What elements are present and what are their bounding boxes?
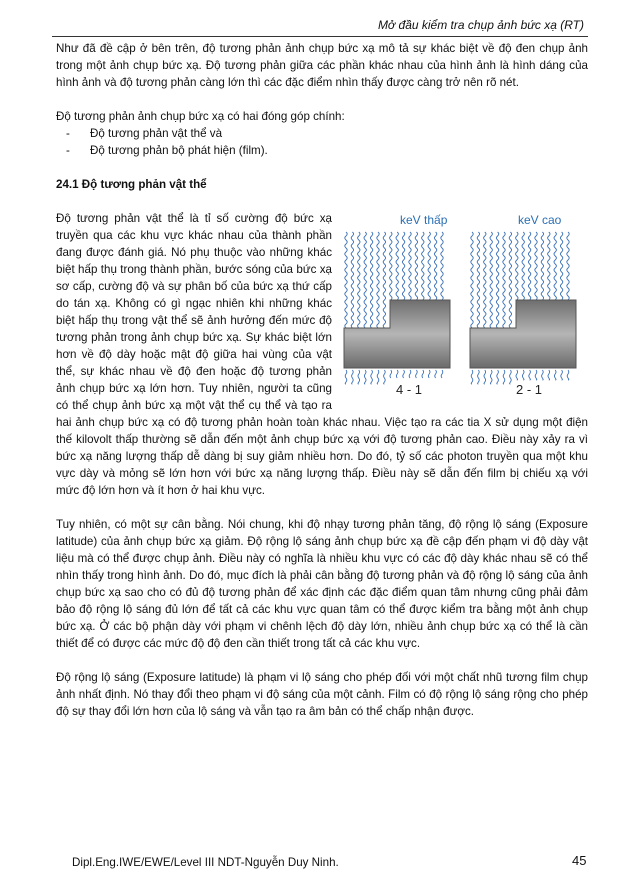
radiation-wave-line <box>396 370 398 378</box>
radiation-wave-line <box>435 370 437 378</box>
radiation-wave-line <box>422 232 424 300</box>
radiation-wave-line <box>522 232 524 300</box>
radiation-wave-line <box>409 370 411 378</box>
radiation-wave-line <box>560 232 562 300</box>
radiation-wave-line <box>345 370 347 384</box>
radiation-wave-line <box>516 232 518 300</box>
intro-paragraph-1: Như đã đề cập ở bên trên, độ tương phản ảnh chụp bức xạ mô tả sự khác biệt về độ đen chụp ảnh trong một ảnh chụp bức xạ. Độ tương phản giữa các phần khác nhau của hình ảnh là hình dáng của hình ảnh và độ tương phản càng lớn thì các đặc điểm nhìn thấy được càng trở nên rõ nét. <box>56 42 588 89</box>
high-kev-ratio: 2 - 1 <box>516 382 543 397</box>
radiation-wave-line <box>345 232 347 328</box>
radiation-wave-line <box>377 232 379 328</box>
radiation-wave-line <box>370 232 372 328</box>
radiation-wave-line <box>358 370 360 384</box>
radiation-wave-line <box>383 232 385 328</box>
bullet-dash: - <box>66 144 70 157</box>
radiation-wave-line <box>471 370 473 384</box>
contrast-diagram <box>340 210 588 400</box>
low-kev-ratio: 4 - 1 <box>396 382 423 397</box>
radiation-wave-line <box>554 232 556 300</box>
radiation-wave-line <box>441 232 443 300</box>
radiation-wave-line <box>516 370 518 380</box>
radiation-wave-line <box>428 370 430 378</box>
radiation-wave-line <box>528 232 530 300</box>
page-number: 45 <box>572 853 587 868</box>
high-kev-step-block <box>470 300 576 368</box>
header-divider <box>52 36 588 37</box>
radiation-wave-line <box>477 232 479 328</box>
radiation-wave-line <box>567 370 569 380</box>
radiation-wave-line <box>428 232 430 300</box>
running-header: Mở đầu kiểm tra chụp ảnh bức xạ (RT) <box>377 18 584 32</box>
contribution-list <box>56 125 588 159</box>
radiation-wave-line <box>358 232 360 328</box>
radiation-wave-line <box>364 370 366 384</box>
radiation-wave-line <box>478 370 480 384</box>
radiation-wave-line <box>364 232 366 328</box>
radiation-wave-line <box>490 232 492 328</box>
latitude-paragraph: Tuy nhiên, có một sự cân bằng. Nói chung, khi độ nhạy tương phản tăng, độ rộng lộ sáng (Exposure latitude) của ảnh chụp bức xạ giảm. Độ rộng lộ sáng ảnh chụp bức xạ đề cập đến phạm vi độ dày vật liệu mà có thể được chụp ảnh. Điều này có nghĩa là nhiều khu vực có các độ dày khác nhau sẽ có thể nhìn thấy trong hình ảnh. Do đó, mục đích là phải cân bằng độ tương phản và độ rộng lộ sáng của ảnh chụp bức xạ sao cho có đủ độ tương phản để xác định các đặc điểm quan tâm nhưng cũng phải đảm bảo độ rộng lộ sáng đủ lớn để tất cả các khu vực quan tâm có thể được kiểm tra bằng một ảnh chụp bức xạ. Ở các bộ phận dày với phạm vi chênh lệch độ dày lớn, nhiều ảnh chụp bức xạ có thể là cần thiết để có được các mức độ độ đen cần thiết trong tất cả các khu vực. <box>56 518 588 650</box>
radiation-wave-line <box>409 232 411 300</box>
radiation-wave-line <box>415 232 417 300</box>
radiation-wave-line <box>541 232 543 300</box>
latitude-definition-paragraph: Độ rộng lộ sáng (Exposure latitude) là phạm vi lộ sáng cho phép đối với một chất nhũ tương film chụp ảnh nhất định. Nó thay đổi theo phạm vi độ sáng của một cảnh. Film có độ rộng lộ sáng rộng cho phép độ sự thay đổi lớn hơn của lộ sáng và vẫn tạo ra âm bản có thể chấp nhận được. <box>56 671 588 718</box>
radiation-wave-line <box>416 370 418 378</box>
radiation-wave-line <box>441 370 443 378</box>
footer-author: Dipl.Eng.IWE/EWE/Level III NDT-Nguyễn Duy Ninh. <box>72 856 339 869</box>
radiation-wave-line <box>396 232 398 300</box>
radiation-wave-line <box>403 370 405 378</box>
radiation-wave-line <box>422 370 424 378</box>
radiation-wave-line <box>509 232 511 328</box>
radiation-wave-line <box>497 370 499 384</box>
low-kev-step-block <box>344 300 450 368</box>
radiation-wave-line <box>535 370 537 380</box>
radiation-wave-line <box>522 370 524 380</box>
list-item <box>56 142 588 159</box>
radiation-wave-line <box>384 370 386 384</box>
list-item-text: Độ tương phản vật thể và <box>90 127 223 140</box>
radiation-wave-line <box>484 370 486 384</box>
radiation-wave-line <box>503 232 505 328</box>
radiation-wave-line <box>567 232 569 300</box>
radiation-wave-line <box>371 370 373 384</box>
section-heading: 24.1 Độ tương phản vật thể <box>56 178 207 191</box>
low-kev-transmitted-waves <box>345 370 443 384</box>
radiation-wave-line <box>402 232 404 300</box>
radiation-wave-line <box>510 370 512 384</box>
radiation-wave-line <box>351 232 353 328</box>
page-content <box>56 40 588 720</box>
low-kev-label: keV thấp <box>400 213 448 227</box>
radiation-wave-line <box>490 370 492 384</box>
object-contrast-paragraph: Độ tương phản vật thể là tỉ số cường độ bức xạ truyền qua các khu vực khác nhau của thành phần đang được đánh giá. Nó phụ thuộc vào những khác biệt hấp thụ trong thành phần, bước sóng của bức xạ sơ cấp, cường độ và sự phân bố của bức xạ thứ cấp do tán xạ. Không có gì ngạc nhiên khi những khác biệt hấp thụ trong vật thể sẽ ảnh hưởng đến mức độ tương phản trong ảnh chụp bức xạ. Sự khác biệt lớn hơn về độ dày hoặc mật độ giữa hai vùng của vật thể, sự khác nhau về độ đen hoặc độ tương phản ảnh chụp bức xạ lớn hơn. Tuy nhiên, người ta cũng có thể chụp ảnh bức xạ một vật thể cụ thể và tạo ra hai ảnh chụp bức xạ có độ tương phản hoàn toàn khác nhau. Việc tạo ra các tia X sử dụng một điện thế kilovolt thấp thường sẽ dẫn đến một ảnh chụp bức xạ với độ tương phản cao. Điều này xảy ra vì bức xạ năng lượng thấp dễ dàng bị suy giảm nhiều hơn. Do đó, tỷ số các photon truyền qua một khu vực dày và mỏng sẽ lớn hơn với bức xạ năng lượng thấp. Điều này sẽ dẫn đến film bị chiếu xạ với mức độ lớn hơn và ít hơn ở hai khu vực. <box>56 212 588 497</box>
bullet-dash: - <box>66 127 70 140</box>
radiation-wave-line <box>535 232 537 300</box>
radiation-wave-line <box>434 232 436 300</box>
radiation-wave-line <box>352 370 354 384</box>
radiation-wave-line <box>542 370 544 380</box>
radiation-wave-line <box>503 370 505 384</box>
radiation-wave-line <box>471 232 473 328</box>
radiation-wave-line <box>377 370 379 384</box>
radiation-wave-line <box>548 370 550 380</box>
list-item <box>56 125 588 142</box>
list-item-text: Độ tương phản bộ phát hiện (film). <box>90 144 268 157</box>
radiation-wave-line <box>561 370 563 380</box>
contrast-figure <box>340 210 588 400</box>
radiation-wave-line <box>548 232 550 300</box>
radiation-wave-line <box>390 232 392 300</box>
radiation-wave-line <box>390 370 392 378</box>
intro-paragraph-2: Độ tương phản ảnh chụp bức xạ có hai đóng góp chính: <box>56 110 345 123</box>
radiation-wave-line <box>529 370 531 380</box>
radiation-wave-line <box>496 232 498 328</box>
radiation-wave-line <box>554 370 556 380</box>
radiation-wave-line <box>484 232 486 328</box>
high-kev-label: keV cao <box>518 213 562 227</box>
